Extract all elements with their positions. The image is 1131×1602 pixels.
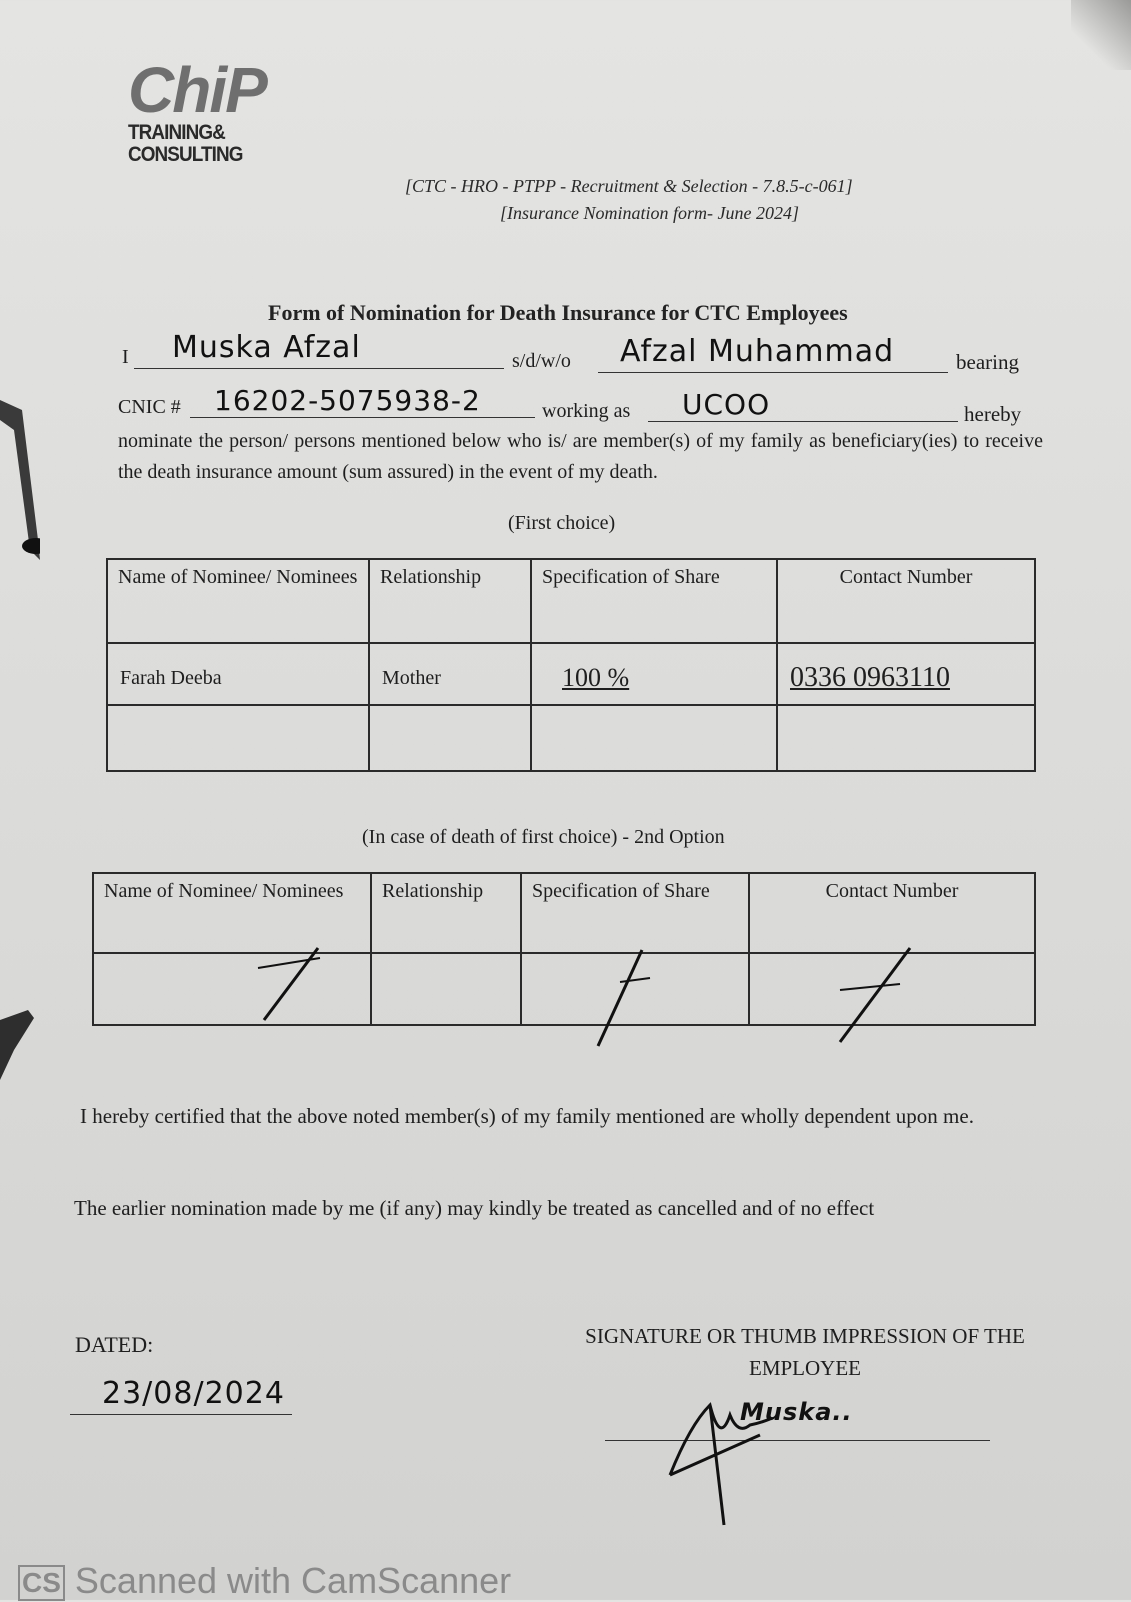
cnic-underline: [190, 417, 535, 418]
designation-handwritten: UCOO: [682, 388, 771, 421]
scanner-text: Scanned with CamScanner: [74, 1560, 512, 1601]
designation-underline: [648, 421, 958, 422]
empty-cell: [777, 705, 1035, 771]
date-underline: [70, 1414, 292, 1415]
nominee-name-cell: Farah Deeba: [107, 643, 369, 705]
scanner-watermark: [18, 1560, 511, 1602]
table-row: [107, 705, 1035, 771]
logo-brand: ChiP: [128, 54, 266, 126]
company-logo: [128, 54, 266, 166]
first-choice-table: [106, 558, 1036, 772]
empty-cell: [369, 705, 531, 771]
parent-name-handwritten: Afzal Muhammad: [620, 334, 895, 369]
logo-line-1: TRAINING&: [128, 121, 225, 144]
label-working-as: working as: [542, 400, 631, 422]
first-choice-header-row: [107, 559, 1035, 643]
header-contact: Contact Number: [777, 559, 1035, 643]
label-relation: s/d/w/o: [512, 350, 571, 372]
share-cell: 100 %: [531, 643, 777, 705]
header-nominee: Name of Nominee/ Nominees: [93, 873, 371, 953]
camscanner-logo: CS: [18, 1565, 65, 1601]
empty-cell: [531, 705, 777, 771]
binder-clip-bottom: [0, 1010, 34, 1090]
header-nominee: Name of Nominee/ Nominees: [107, 559, 369, 643]
form-title: Form of Nomination for Death Insurance for CTC Employees: [268, 300, 848, 325]
reference-code: [CTC - HRO - PTPP - Recruitment & Selection - 7.8.5-c-061]: [405, 176, 853, 196]
header-relationship: Relationship: [369, 559, 531, 643]
table-row: [93, 953, 1035, 1025]
cancellation-text: The earlier nomination made by me (if any) may kindly be treated as cancelled and of no effect: [74, 1196, 875, 1220]
label-cnic: CNIC #: [118, 396, 181, 418]
table-row: [107, 643, 1035, 705]
employee-name-handwritten: Muska Afzal: [172, 330, 361, 365]
label-i: I: [122, 346, 129, 368]
logo-line-2: CONSULTING: [128, 143, 243, 166]
name-underline: [134, 368, 504, 369]
second-option-label: (In case of death of first choice) - 2nd Option: [362, 826, 725, 848]
empty-cell: [107, 705, 369, 771]
empty-cell: [749, 953, 1035, 1025]
second-option-header-row: [93, 873, 1035, 953]
header-relationship: Relationship: [371, 873, 521, 953]
signature-handwritten: Muska..: [740, 1398, 853, 1426]
cnic-handwritten: 16202-5075938-2: [214, 384, 481, 417]
date-handwritten: 23/08/2024: [102, 1376, 285, 1411]
label-bearing: bearing: [956, 350, 1019, 374]
header-share: Specification of Share: [521, 873, 749, 953]
first-choice-label: (First choice): [508, 512, 616, 534]
label-hereby: hereby: [964, 402, 1022, 426]
declaration-body: nominate the person/ persons mentioned below who is/ are member(s) of my family as beneficiary(ies) to receive the death insurance amount (sum assured) in the event of my death.: [118, 430, 1043, 483]
relationship-cell: Mother: [369, 643, 531, 705]
empty-cell: [521, 953, 749, 1025]
parent-underline: [598, 372, 948, 373]
reference-form: [Insurance Nomination form- June 2024]: [500, 203, 799, 223]
binder-clip-top: [0, 400, 40, 570]
empty-cell: [93, 953, 371, 1025]
contact-cell: 0336 0963110: [777, 643, 1035, 705]
dated-label: DATED:: [75, 1332, 154, 1357]
page-corner-shadow: [1071, 0, 1131, 70]
second-option-table: [92, 872, 1036, 1026]
header-share: Specification of Share: [531, 559, 777, 643]
header-contact: Contact Number: [749, 873, 1035, 953]
empty-cell: [371, 953, 521, 1025]
certification-text: I hereby certified that the above noted member(s) of my family mentioned are wholly dependent upon me.: [80, 1104, 974, 1128]
signature-label: SIGNATURE OR THUMB IMPRESSION OF THE EMPLOYEE: [585, 1324, 1025, 1380]
